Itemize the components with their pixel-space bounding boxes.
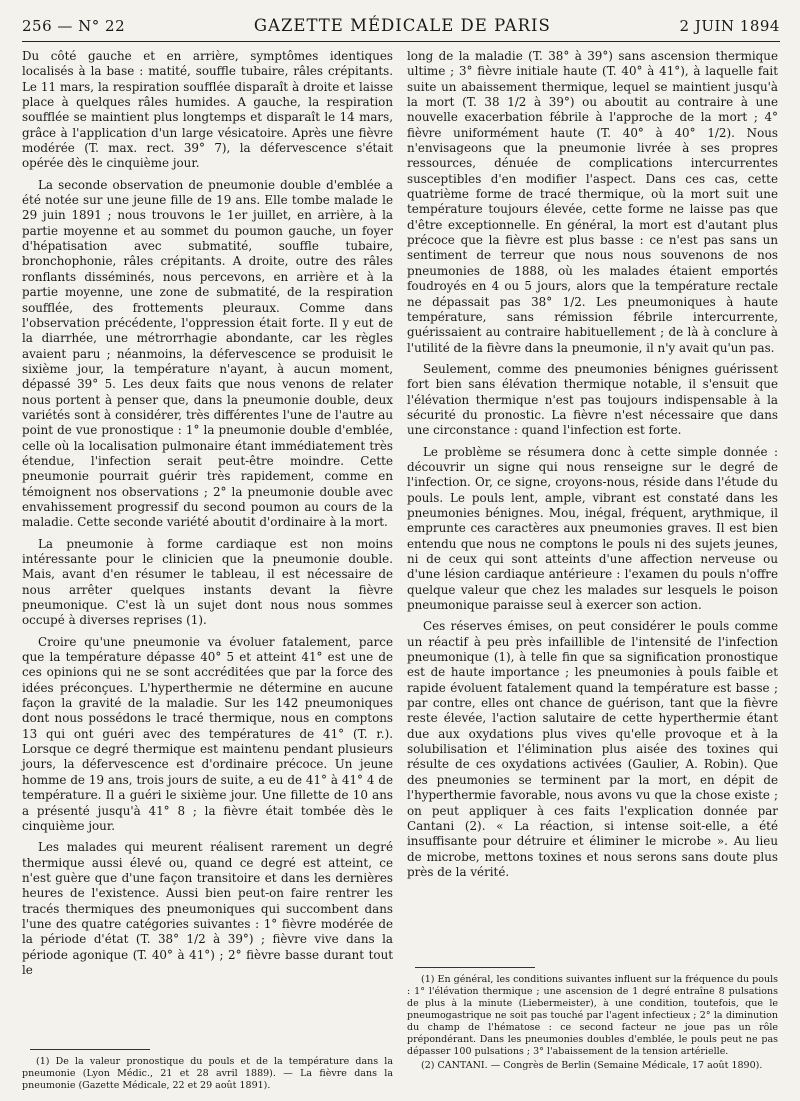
page-number: 256 — N° 22 [22, 17, 126, 35]
footnote-rule [30, 1049, 150, 1050]
paragraph: Les malades qui meurent réalisent rarement un degré thermique aussi élevé ou, quand ce degré est atteint, ce n'est guère que d'une façon transitoire et dans les dernières heures de l'existence. Aussi bien peut-on faire rentrer les tracés thermiques des pneumoniques qui succombent dans l'une des quatre catégories suivantes : 1° fièvre modérée de la période d'état (T. 38° 1/2 à 39°) ; fièvre vive dans la période agonique (T. 40° à 41°) ; 2° fièvre basse durant tout le [22, 840, 393, 977]
paragraph: La pneumonie à forme cardiaque est non moins intéressante pour le clinicien que la pneumonie double. Mais, avant d'en résumer le tableau, il est nécessaire de nous arrêter quelques instants devant la fièvre pneumonique. C'est là un sujet dont nous nous sommes occupé à diverses reprises (1). [22, 536, 393, 628]
paragraph: Seulement, comme des pneumonies bénignes guérissent fort bien sans élévation thermique notable, il s'ensuit que l'élévation thermique n'est pas toujours indispensable à la sécurité du pronostic. La fièvre n'est nécessaire que dans une circonstance : quand l'infection est forte. [407, 361, 778, 438]
paragraph: Du côté gauche et en arrière, symptômes identiques localisés à la base : matité, souffle tubaire, râles crépitants. Le 11 mars, la respiration soufflée disparaît à droite et laisse place à quelques râles humides. A gauche, la respiration soufflée se maintient plus longtemps et disparaît le 14 mars, grâce à l'application d'un large vésicatoire. Après une fièvre modérée (T. max. rect. 39° 7), la défervescence s'était opérée dès le cinquième jour. [22, 49, 393, 171]
paragraph: long de la maladie (T. 38° à 39°) sans ascension thermique ultime ; 3° fièvre initiale haute (T. 40° à 41°), à laquelle fait suite un abaissement thermique, lequel se maintient jusqu'à la mort (T. 38 1/2 à 39°) ou aboutit au contraire à une nouvelle exacerbation fébrile à l'approche de la mort ; 4° fièvre uniformément haute (T. 40° à 40° 1/2). Nous n'envisageons que la pneumonie livrée à ses propres ressources, dénuée de complications intercurrentes susceptibles d'en modifier l'aspect. Dans ces cas, cette quatrième forme de tracé thermique, où la mort suit une température toujours élevée, cette forme ne laisse pas que d'être exceptionnelle. En général, la mort est d'autant plus précoce que la fièvre est plus basse : ce n'est pas sans un sentiment de terreur que nous nous souvenons de nos pneumonies de 1888, où les malades étaient emportés foudroyés en 4 ou 5 jours, alors que la température rectale ne dépassait pas 38° 1/2. Les pneumoniques à haute température, sans rémission fébrile intercurrente, guérissaient au contraire habituellement ; de là à conclure à l'utilité de la fièvre dans la pneumonie, il n'y avait qu'un pas. [407, 49, 778, 355]
paragraph: Ces réserves émises, on peut considérer le pouls comme un réactif à peu près infaillible de l'intensité de l'infection pneumonique (1), à telle fin que sa signification pronostique est de haute importance ; les pneumonies à pouls faible et rapide évoluent fatalement quand la température est basse ; par contre, elles ont chance de guérison, tant que la fièvre reste élevée, l'action salutaire de cette hyperthermie étant due aux oxydations plus vives qu'elle provoque et à la solubilisation et l'élimination plus aisée des toxines qui résulte de ces oxydations activées (Gaulier, A. Robin). Que des pneumonies se terminent par la mort, en dépit de l'hyperthermie favorable, nous avons vu que la chose existe ; on peut appliquer à ces faits l'explication donnée par Cantani (2). « La réaction, si intense soit-elle, a été insuffisante pour détruire et éliminer le microbe ». Au lieu de microbe, mettons toxines et nous serons sans doute plus près de la vérité. [407, 619, 778, 879]
paragraph: Croire qu'une pneumonie va évoluer fatalement, parce que la température dépasse 40° 5 et atteint 41° est une de ces opinions qui ne se sont accréditées que par la force des idées préconçues. L'hyperthermie ne détermine en aucune façon la gravité de la maladie. Sur les 142 pneumoniques dont nous possédons le tracé thermique, nous en comptons 13 qui ont guéri avec des températures de 41° (T. r.). Lorsque ce degré thermique est maintenu pendant plusieurs jours, la défervescence est d'ordinaire précoce. Un jeune homme de 19 ans, trois jours de suite, a eu de 41° à 41° 4 de température. Il a guéri le sixième jour. Une fillette de 10 ans a présenté jusqu'à 41° 8 ; la fièvre était tombée dès le cinquième jour. [22, 634, 393, 833]
left-footnotes [22, 1040, 393, 1092]
paragraph: Le problème se résumera donc à cette simple donnée : découvrir un signe qui nous renseigne sur le degré de l'infection. Or, ce signe, croyons-nous, réside dans l'étude du pouls. Le pouls lent, ample, vibrant est constaté dans les pneumonies bénignes. Mou, inégal, fréquent, arythmique, il emprunte ces caractères aux pneumonies graves. Il est bien entendu que nous ne comptons le pouls ni des sujets jeunes, ni de ceux qui sont atteints d'une affection nerveuse ou d'une lésion cardiaque antérieure : l'examen du pouls n'offre quelque valeur que chez les malades sur lesquels le poison pneumonique paraisse seul à exercer son action. [407, 444, 778, 613]
right-footnotes [407, 958, 778, 1072]
text-columns [22, 49, 780, 978]
page-header [22, 16, 780, 42]
issue-date: 2 JUIN 1894 [679, 17, 780, 35]
footnote: (1) En général, les conditions suivantes influent sur la fréquence du pouls : 1° l'élévation thermique ; une ascension de 1 degré entraîne 8 pulsations de plus à la minute (Liebermeister), à une condition, toutefois, que le pneumogastrique ne soit pas touché par l'agent infectieux ; 2° la diminution du champ de l'hématose : ce second facteur ne joue pas un rôle prépondérant. Dans les pneumonies doubles d'emblée, le pouls peut ne pas dépasser 100 pulsations ; 3° l'abaissement de la tension artérielle. [407, 974, 778, 1057]
left-column [22, 49, 393, 978]
right-column [407, 49, 778, 978]
footnote-rule [415, 967, 535, 968]
paragraph: La seconde observation de pneumonie double d'emblée a été notée sur une jeune fille de 19 ans. Elle tombe malade le 29 juin 1891 ; nous trouvons le 1er juillet, en arrière, à la partie moyenne et au sommet du poumon gauche, un foyer d'hépatisation avec submatité, souffle tubaire, bronchophonie, râles crépitants. A droite, outre des râles ronflants disséminés, nous percevons, en arrière et à la partie moyenne, une zone de submatité, de la respiration soufflée, des frottements pleuraux. Comme dans l'observation précédente, l'oppression était forte. Il y eut de la diarrhée, une métrorrhagie abondante, car les règles avaient paru ; néanmoins, la défervescence se produisit le sixième jour, la température n'ayant, à aucun moment, dépassé 39° 5. Les deux faits que nous venons de relater nous portent à penser que, dans la pneumonie double, deux variétés sont à considérer, très différentes l'une de l'autre au point de vue pronostique : 1° la pneumonie double d'emblée, celle où la localisation pulmonaire étant immédiatement très étendue, l'infection serait peut-être moindre. Cette pneumonie pourrait guérir très rapidement, comme en témoignent nos observations ; 2° la pneumonie double avec envahissement progressif du second poumon au cours de la maladie. Cette seconde variété aboutit d'ordinaire à la mort. [22, 177, 393, 530]
journal-title: GAZETTE MÉDICALE DE PARIS [253, 16, 551, 35]
footnote: (2) CANTANI. — Congrès de Berlin (Semaine Médicale, 17 août 1890). [421, 1060, 763, 1071]
footnote: (1) De la valeur pronostique du pouls et de la température dans la pneumonie (Lyon Médic., 21 et 28 avril 1889). — La fièvre dans la pneumonie (Gazette Médicale, 22 et 29 août 1891). [22, 1056, 393, 1091]
